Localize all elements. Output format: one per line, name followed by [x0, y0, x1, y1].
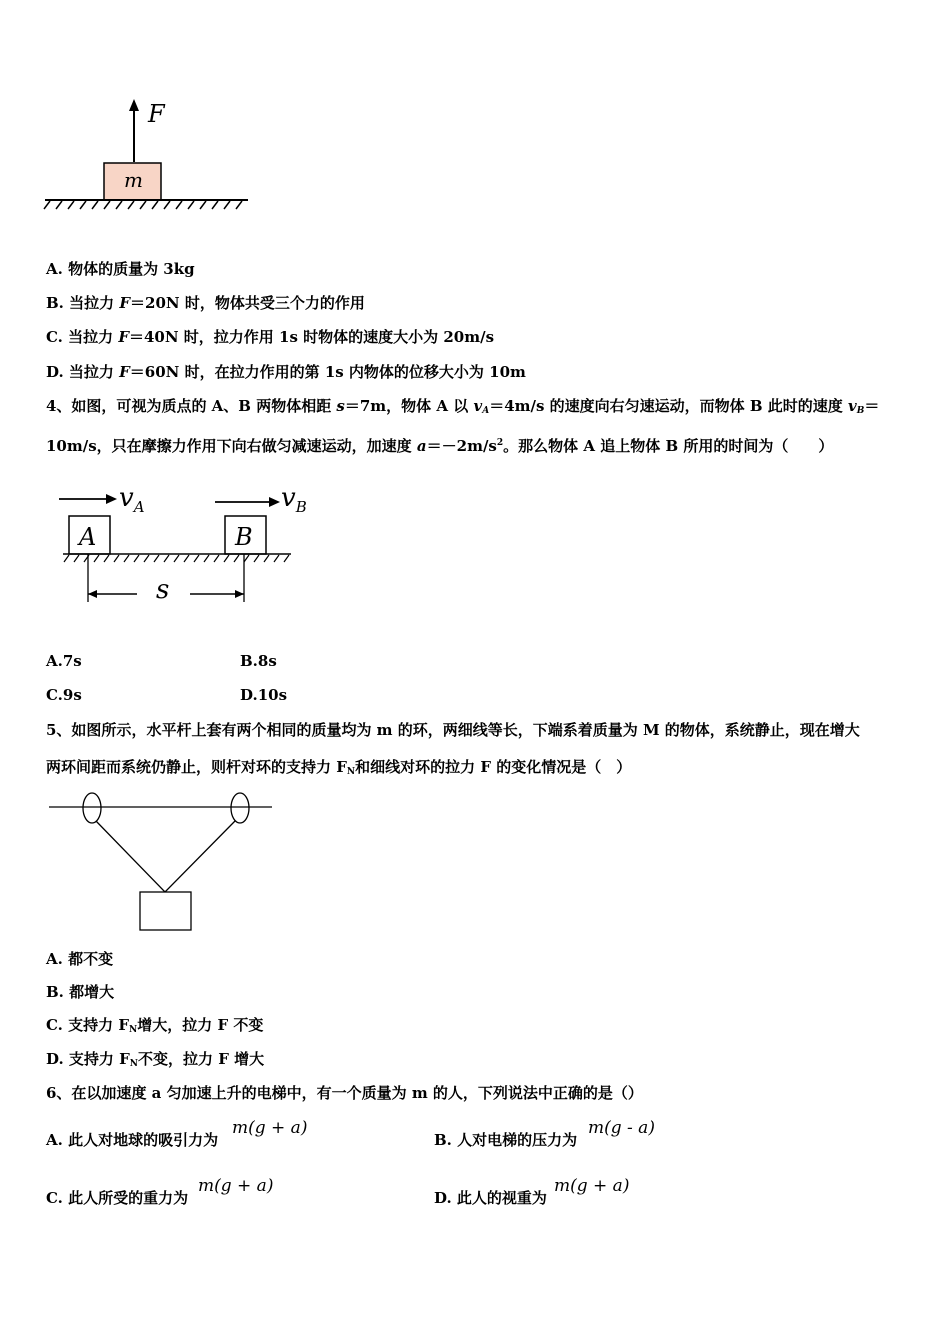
mass-label: m: [124, 168, 143, 192]
q3-option-d: [46, 362, 526, 382]
q3-c-pre: C. 当拉力: [46, 328, 119, 346]
q3-force-diagram: [40, 95, 260, 215]
string-right: [165, 821, 235, 892]
q6-option-a-expr: m(g + a): [232, 1118, 308, 1138]
q6-option-d: D. 此人的视重为: [434, 1189, 547, 1207]
q5-l2-p1: 两环间距而系统仍静止，则杆对环的支持力 F: [46, 758, 347, 776]
q6-stem: 6、在以加速度 a 匀加速上升的电梯中，有一个质量为 m 的人，下列说法中正确的是（）: [46, 1084, 643, 1102]
box-b-label: B: [235, 523, 253, 551]
ring-left: [83, 793, 101, 823]
q3-c-post: ＝40N 时，拉力作用 1s 时物体的速度大小为 20m/s: [129, 328, 495, 346]
q5-option-b: B. 都增大: [46, 983, 115, 1001]
q5-rings-diagram: [45, 788, 280, 936]
q3-option-a: A. 物体的质量为 3kg: [46, 260, 195, 278]
dist-label: s: [156, 575, 170, 605]
q4-option-b: B.8s: [240, 652, 277, 670]
q4-l1-va: v: [473, 397, 483, 415]
q3-d-var: F: [119, 363, 130, 381]
q6-option-d-expr: m(g + a): [554, 1176, 630, 1196]
q5-stem-line2: [46, 757, 631, 782]
va-arrow-head: [106, 494, 117, 504]
q5-option-a: A. 都不变: [46, 950, 114, 968]
q3-c-var: F: [118, 328, 129, 346]
q5-d-sub: N: [129, 1059, 139, 1069]
force-arrow-head: [129, 99, 139, 111]
q4-chase-diagram: [55, 478, 315, 608]
dist-arrow-left: [88, 590, 97, 598]
q6-option-a: A. 此人对地球的吸引力为: [46, 1131, 219, 1149]
q4-l1-p4: ＝: [864, 397, 880, 415]
q5-l2-p2: 和细线对环的拉力 F 的变化情况是（ ）: [355, 758, 632, 776]
q4-l1-s: s: [336, 397, 345, 415]
q3-b-post: ＝20N 时，物体共受三个力的作用: [130, 294, 365, 312]
q4-l2-sup: 2: [496, 438, 504, 448]
q4-l1-p3: ＝4m/s 的速度向右匀速运动，而物体 B 此时的速度: [489, 397, 849, 415]
q5-l2-sub: N: [346, 767, 356, 777]
q5-option-d: [46, 1049, 264, 1074]
q5-d-p1: D. 支持力 F: [46, 1050, 130, 1068]
q4-option-d: D.10s: [240, 686, 288, 704]
box-a-label: A: [79, 523, 97, 551]
q3-d-pre: D. 当拉力: [46, 363, 120, 381]
hanging-block: [140, 892, 191, 930]
q4-l1-va-sub: A: [482, 406, 490, 416]
q4-l2-p1: 10m/s，只在摩擦力作用下向右做匀减速运动，加速度: [46, 437, 417, 455]
q6-option-b-expr: m(g - a): [588, 1118, 655, 1138]
q5-stem-line1: 5、如图所示，水平杆上套有两个相同的质量均为 m 的环，两细线等长，下端系着质量为 M 的物体，系统静止，现在增大: [46, 721, 860, 739]
q4-stem-line1: [46, 396, 879, 421]
q4-ground-hatching: [64, 555, 289, 562]
q3-option-b: [46, 293, 365, 313]
q3-b-pre: B. 当拉力: [46, 294, 120, 312]
q5-c-sub: N: [129, 1025, 138, 1035]
q6-option-c: C. 此人所受的重力为: [46, 1189, 189, 1207]
q6-option-b: B. 人对电梯的压力为: [434, 1131, 578, 1149]
q4-l2-a: a: [416, 437, 427, 455]
q4-option-c: C.9s: [46, 686, 82, 704]
q6-option-c-expr: m(g + a): [198, 1176, 274, 1196]
vb-arrow-head: [269, 497, 280, 507]
q4-l1-vb-sub: B: [856, 406, 865, 416]
q4-l2-p2: ＝－2m/s: [426, 437, 497, 455]
q4-stem-line2: [46, 433, 833, 456]
q3-b-var: F: [119, 294, 131, 312]
q5-c-p1: C. 支持力 F: [46, 1016, 129, 1034]
ground-hatching: [44, 201, 242, 209]
q5-d-p2: 不变，拉力 F 增大: [138, 1050, 265, 1068]
vb-label: $v_B$: [281, 483, 307, 516]
va-label: $v_A$: [119, 483, 145, 516]
q3-option-c: [46, 327, 494, 347]
q5-option-c: [46, 1015, 263, 1040]
force-label: F: [148, 100, 165, 128]
q4-l2-p3: 。那么物体 A 追上物体 B 所用的时间为（ ）: [503, 437, 834, 455]
q4-l1-p1: 4、如图，可视为质点的 A、B 两物体相距: [46, 397, 337, 415]
q4-l1-vb: v: [848, 397, 857, 415]
q4-option-a: A.7s: [46, 652, 82, 670]
q3-d-post: ＝60N 时，在拉力作用的第 1s 内物体的位移大小为 10m: [129, 363, 526, 381]
string-left: [96, 821, 165, 892]
q4-l1-p2: ＝7m，物体 A 以: [344, 397, 474, 415]
ring-right: [231, 793, 249, 823]
q5-c-p2: 增大，拉力 F 不变: [137, 1016, 264, 1034]
dist-arrow-right: [235, 590, 244, 598]
